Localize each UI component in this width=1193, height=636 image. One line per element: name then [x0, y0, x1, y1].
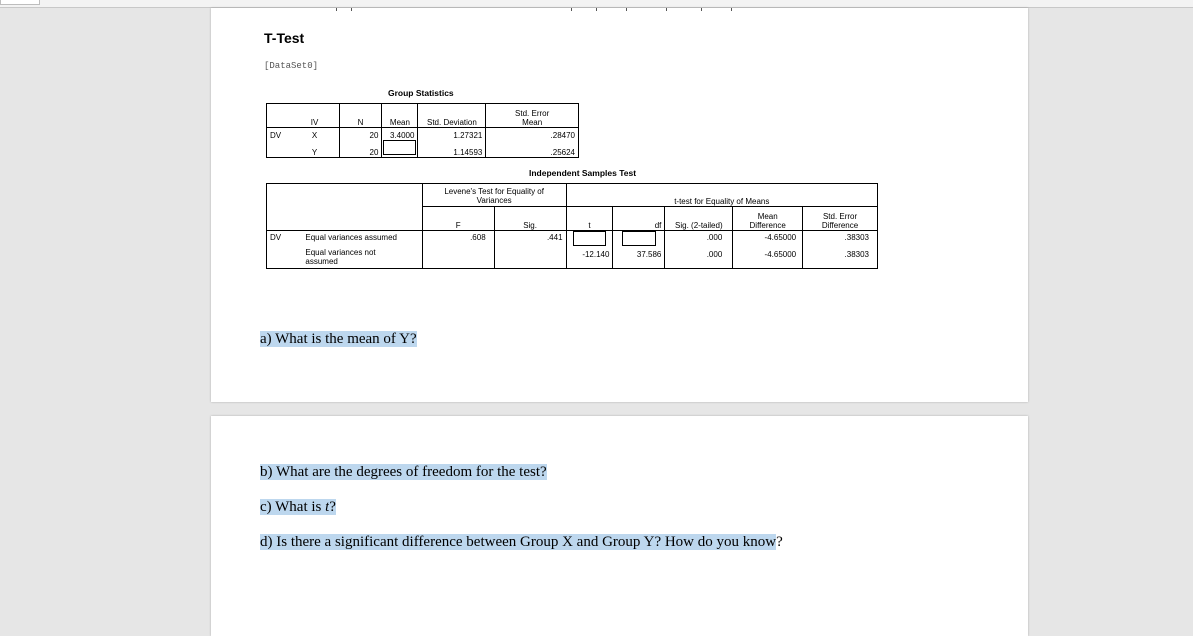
- question-a[interactable]: [260, 331, 417, 348]
- n-x: 20: [339, 128, 382, 140]
- header-md-line1: Mean: [757, 212, 778, 221]
- header-sed-line1: Std. Error: [822, 212, 858, 221]
- row-label-not-assumed-line1: Equal variances not: [305, 248, 376, 257]
- top-tab[interactable]: [0, 0, 40, 5]
- f-empty: [422, 248, 494, 269]
- cut-off-text-remnants: [211, 8, 1028, 12]
- df-not-assumed: 37.586: [613, 248, 665, 269]
- se-y: .25624: [486, 140, 579, 158]
- levene-sig: .441: [494, 231, 566, 249]
- question-b[interactable]: [260, 464, 547, 481]
- document-page-1: [211, 8, 1028, 402]
- t-not-assumed: -12.140: [566, 248, 613, 269]
- question-c-variable[interactable]: t: [325, 499, 330, 515]
- group-statistics-table: [266, 103, 579, 158]
- levene-header: [422, 184, 566, 207]
- table-row: [267, 140, 579, 158]
- dv-label: DV: [267, 231, 303, 249]
- corner-cell: [267, 184, 423, 231]
- df-assumed-cell: [613, 231, 665, 249]
- question-d[interactable]: [260, 534, 783, 551]
- header-sig-2-tailed: Sig. (2-tailed): [665, 207, 733, 231]
- question-d-text[interactable]: d) Is there a significant difference between Group X and Group Y? How do you know: [260, 534, 777, 550]
- group-statistics-title: Group Statistics: [388, 88, 454, 98]
- header-sig: Sig.: [494, 207, 566, 231]
- n-y: 20: [339, 140, 382, 158]
- group-x: X: [290, 128, 339, 140]
- dataset-label: [DataSet0]: [264, 61, 319, 71]
- md-not-assumed: -4.65000: [733, 248, 803, 269]
- sig2-not-assumed: .000: [665, 248, 733, 269]
- question-c[interactable]: [260, 499, 336, 516]
- table-row: [267, 231, 878, 249]
- md-assumed: -4.65000: [733, 231, 803, 249]
- sd-y: 1.14593: [418, 140, 486, 158]
- independent-samples-title: Independent Samples Test: [529, 168, 637, 178]
- sig2-assumed: .000: [665, 231, 733, 249]
- ttest-header: t-test for Equality of Means: [566, 184, 877, 207]
- question-c-prefix[interactable]: c) What is: [260, 499, 326, 515]
- table-header-row: [267, 104, 579, 128]
- se-x: .28470: [486, 128, 579, 140]
- header-std-error-mean: [486, 104, 579, 128]
- group-y: Y: [290, 140, 339, 158]
- question-d-end[interactable]: ?: [776, 534, 783, 550]
- header-t: t: [566, 207, 613, 231]
- table-row: [267, 248, 878, 269]
- question-c-suffix[interactable]: ?: [329, 499, 336, 515]
- header-mean: Mean: [382, 104, 418, 128]
- window-top-bar: [0, 0, 1193, 8]
- table-header-row: [267, 184, 878, 207]
- header-iv: IV: [290, 104, 339, 128]
- mean-y-cell: [382, 140, 418, 158]
- header-sed-line2: Difference: [821, 221, 859, 230]
- mean-y-blank: [383, 140, 416, 155]
- dv-label: DV: [267, 128, 291, 140]
- levene-header-line2: Variances: [476, 196, 512, 205]
- table-row: [267, 128, 579, 140]
- header-md-line2: Difference: [749, 221, 786, 230]
- header-df: df: [613, 207, 665, 231]
- header-n: N: [339, 104, 382, 128]
- document-page-2: [211, 416, 1028, 636]
- sed-not-assumed: .38303: [803, 248, 878, 269]
- t-assumed-cell: [566, 231, 613, 249]
- question-a-text[interactable]: a) What is the mean of Y?: [260, 331, 417, 347]
- sed-assumed: .38303: [803, 231, 878, 249]
- header-f: F: [422, 207, 494, 231]
- f-value: .608: [422, 231, 494, 249]
- row-label-not-assumed-line2: assumed: [305, 257, 338, 266]
- header-std-deviation: Std. Deviation: [418, 104, 486, 128]
- t-blank: [573, 231, 606, 246]
- header-std-error-line1: Std. Error: [515, 109, 550, 118]
- sig-empty: [494, 248, 566, 269]
- levene-header-line1: Levene's Test for Equality of: [444, 187, 544, 196]
- df-blank: [622, 231, 656, 246]
- header-mean-difference: [733, 207, 803, 231]
- corner-cell: [267, 104, 291, 128]
- independent-samples-table: [266, 183, 878, 269]
- header-std-error-difference: [803, 207, 878, 231]
- sd-x: 1.27321: [418, 128, 486, 140]
- ttest-heading: T-Test: [264, 30, 305, 46]
- header-std-error-line2: Mean: [522, 118, 543, 127]
- row-label-assumed: Equal variances assumed: [302, 231, 422, 249]
- question-b-text[interactable]: b) What are the degrees of freedom for the test?: [260, 464, 547, 480]
- row-label-not-assumed: [302, 248, 422, 269]
- mean-x: 3.4000: [382, 128, 418, 140]
